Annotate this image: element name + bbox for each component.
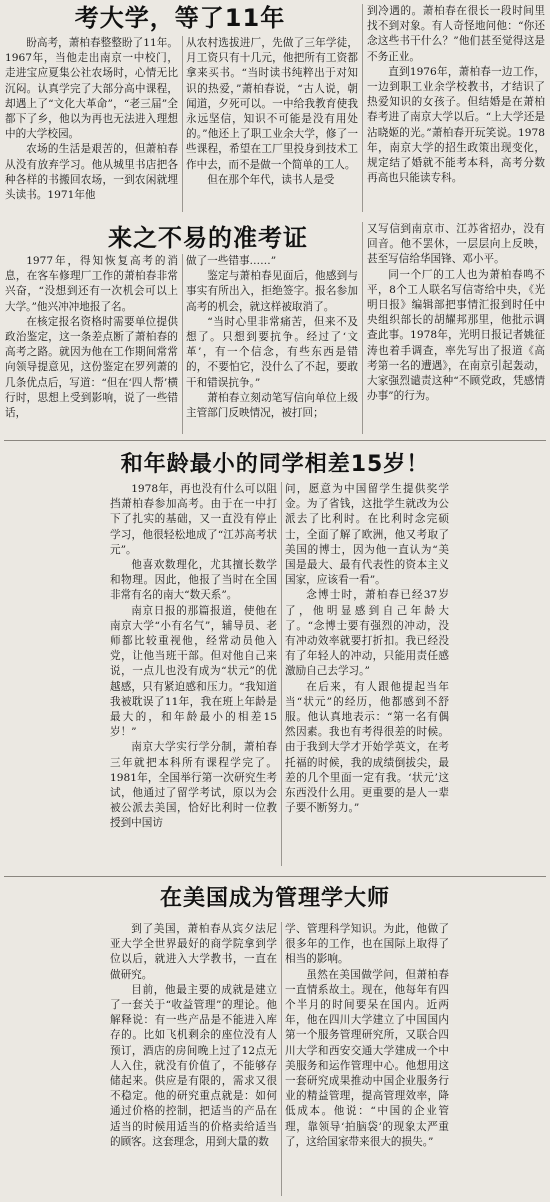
paragraph: “当时心里非常痛苦，但来不及想了。只想到要抗争。经过了‘文革’，有一个信念，有些东西是错的，不要怕它，没什么了不起，要敢干和错误抗争。” — [186, 315, 358, 389]
headline-1: 考大学，等了11年 — [74, 4, 286, 32]
paragraph: 在核定报名资格时需要单位提供政治鉴定，这一条差点断了萧柏春的高考之路。就因为他在工作期间常常向领导提意见，这份鉴定在罗列萧的几条优点后，写道：“但在‘四人帮’横行时，思想上受到影响，说了一些错话， — [5, 315, 178, 420]
paragraph: 南京日报的那篇报道，使他在南京大学“小有名气”，辅导员、老师都比较重视他，经常动员他入党，让他当班干部。但对他自己来说，一点儿也没有成为“状元”的优越感，只有紧迫感和压力。“我知道我被耽误了11年，我在班上年龄是最大的，和年龄最小的相差15岁！” — [110, 604, 277, 739]
section4-col2 — [285, 922, 449, 1198]
column-rule — [281, 922, 282, 1196]
paragraph: 虽然在美国做学问，但萧柏春一直情系故土。现在，他每年有四个半月的时间要呆在国内。近两年，他在四川大学建立了中国国内第一个服务管理研究所，又联合四川大学和西安交通大学建成一个中美服务和运作管理中心。他想用这一套研究成果推动中国企业服务行业的精益管理，提高管理效率，降低成本。他说：“中国的企业管理，靠领导‘拍脑袋’的现象太严重了，这给国家带来很大的损失。” — [285, 968, 449, 1148]
section3-col1 — [110, 482, 277, 870]
paragraph: 到冷遇的。萧柏春在很长一段时间里找不到对象。有人奇怪地问他：“你还念这些书干什么？”他们甚至觉得这是不务正业。 — [367, 5, 545, 63]
paragraph: 念博士时，萧柏春已经37岁了，他明显感到自己年龄大了。“念博士要有强烈的冲动，没有冲动效率就要打折扣。我已经没有了年轻人的冲动，只能用责任感激励自己去学习。” — [285, 589, 449, 678]
paragraph: 1977年，得知恢复高考的消息，在客车修理厂工作的萧柏春非常兴奋，“没想到还有一次机会可以上大学。”他兴冲冲地报了名。 — [5, 255, 178, 313]
paragraph: 南京大学实行学分制，萧柏春三年就把本科所有课程学完了。1981年，全国举行第一次研究生考试，他通过了留学考试，原以为会被公派去美国，恰好比利时一位教授到中国访 — [110, 741, 277, 830]
paragraph: 直到1976年，萧柏春一边工作，一边到职工业余学校教书，才结识了热爱知识的女孩子。但结婚是在萧柏春考进了南京大学以后。“上大学还是沾晓姬的光。”萧柏春开玩笑说。1978年，南京大学的招生政策出现变化，规定结了婚就不能考本科，高考分数再高也只能读专科。 — [367, 65, 545, 185]
section1-col1 — [5, 36, 178, 214]
paragraph: 问，愿意为中国留学生提供奖学金。为了省钱，这批学生就改为公派去了比利时。在比利时念完硕士，全面了解了欧洲，他又考取了美国的博士，因为他一直认为“美国是最大、最有代表性的资本主义国家，应该看一看”。 — [285, 483, 449, 587]
paragraph: 做了一些错事……” — [186, 255, 277, 267]
paragraph: 同一个厂的工人也为萧柏春鸣不平，8个工人联名写信寄给中央，《光明日报》编辑部把事情汇报到时任中央组织部长的胡耀邦那里，他批示调查此事。1978年，光明日报记者姚征涛也着手调查，率先写出了报道《高考第一名的遭遇》，在南京引起轰动，大家强烈谴责这种“不顾党政，凭感情办事”的行为。 — [367, 268, 545, 403]
column-rule — [182, 254, 183, 434]
paragraph: 从农村选拔进厂，先做了三年学徒，月工资只有十几元，他把所有工资都拿来买书。“当时读书纯粹出于对知识的热爱，”萧柏春说，“古人说，朝闻道，夕死可以。一中给我教育使我永远坚信，知识不可能是没有用处的。”他还上了职工业余大学，修了一些课程，希望在工厂里投身到技术工作中去，而不是做一个简单的工人。 — [186, 37, 358, 171]
paragraph: 但在那个年代，读书人是受 — [207, 173, 335, 186]
paragraph: 盼高考，萧柏春整整盼了11年。1967年，当他走出南京一中校门，走进宝应夏集公社农场时，心情无比沉闷。认真学完了大部分高中课程，却遇上了“文化大革命”，“老三届”全都下了乡，他以为再也无法进入理想中的大学校园。 — [5, 37, 178, 141]
paragraph: 农场的生活是艰苦的，但萧柏春从没有放弃学习。他从城里书店把各种各样的书搬回农场，一到农闲就埋头读书。1971年他 — [5, 143, 178, 202]
column-rule — [362, 222, 363, 434]
section1-col2 — [186, 36, 358, 214]
paragraph: 又写信到南京市、江苏省招办，没有回音。他不罢休，一层层向上反映，甚至写信给华国锋、邓小平。 — [367, 223, 545, 266]
paragraph: 学、管理科学知识。为此，他做了很多年的工作，也在国际上取得了相当的影响。 — [285, 923, 449, 966]
section2-col3 — [367, 222, 545, 436]
section1-col3 — [367, 4, 545, 214]
section4-col1 — [110, 922, 277, 1198]
paragraph: 目前，他最主要的成就是建立了一套关于“收益管理”的理论。他解释说：有一些产品是不能进入库存的。比如飞机剩余的座位没有人预订，酒店的房间晚上过了12点无人入住，就没有价值了，不能够存储起来。供应是有限的，需求又很不稳定。他的研究重点就是：如何通过价格的控制，把适当的产品在适当的时候用适当的价格卖给适当的顾客。这套理念，用到大量的数 — [110, 983, 277, 1148]
paragraph: 他喜欢数理化，尤其擅长数学和物理。因此，他报了当时在全国非常有名的南大“数天系”。 — [110, 559, 277, 602]
column-rule — [362, 4, 363, 212]
paragraph: 萧柏春立刻动笔写信向单位上级主管部门反映情况，被打回； — [186, 391, 358, 420]
section2-col1 — [5, 254, 178, 436]
section-divider — [4, 876, 546, 877]
column-rule — [281, 482, 282, 866]
paragraph: 到了美国，萧柏春从宾夕法尼亚大学全世界最好的商学院拿到学位以后，就进入大学教书，一直在做研究。 — [110, 923, 277, 981]
paragraph: 在后来，有人跟他提起当年当“状元”的经历，他都感到不舒服。他认真地表示：“第一名有偶然因素。我也有考得很差的时候。由于我到大学才开始学英文，在考托福的时候，我的成绩倒拔尖，最差的几个里面一定有我。‘状元’这东西没什么用。更重要的是人一辈子要不断努力。” — [285, 680, 449, 815]
column-rule — [182, 36, 183, 212]
section3-col2 — [285, 482, 449, 870]
headline-4: 在美国成为管理学大师 — [159, 886, 390, 911]
headline-3: 和年龄最小的同学相差15岁！ — [120, 452, 430, 477]
section-divider — [4, 440, 546, 441]
headline-2: 来之不易的准考证 — [108, 224, 308, 252]
section2-col2 — [186, 254, 358, 436]
paragraph: 鉴定与萧柏春见面后，他感到与事实有所出入，拒绝签字。报名参加高考的机会，就这样被取消了。 — [186, 270, 358, 313]
paragraph: 1978年，再也没有什么可以阻挡萧柏春参加高考。由于在一中打下了扎实的基础，又一直没有停止学习，他很轻松地成了“江苏高考状元”。 — [110, 483, 277, 556]
